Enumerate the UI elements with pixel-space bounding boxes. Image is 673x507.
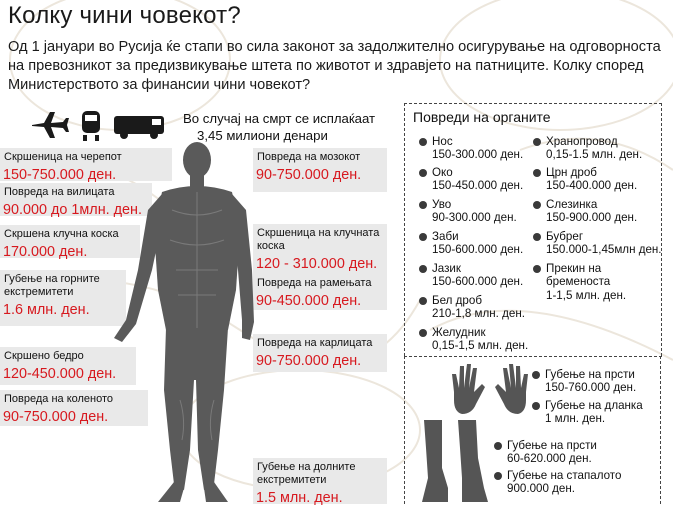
injury-skull-fracture: Скршеница на черепот 150-750.000 ден. xyxy=(0,148,172,181)
injury-brain: Повреда на мозокот 90-750.000 ден. xyxy=(253,148,387,192)
organ-item: Црн дроб 150-400.000 ден. xyxy=(546,166,637,193)
feet-icon xyxy=(418,418,494,504)
organ-item: Слезинка 150-900.000 ден. xyxy=(546,198,637,225)
limb-item: Губење на стапалото 900.000 ден. xyxy=(507,469,621,496)
human-figure xyxy=(100,140,260,504)
organ-item: Бел дроб 210-1,8 млн. ден. xyxy=(432,294,525,321)
organ-item: Бубрег 150.000-1,45млн ден. xyxy=(546,230,662,257)
injury-femur: Скршено бедро 120-450.000 ден. xyxy=(0,347,136,385)
organs-title: Повреди на органите xyxy=(413,109,551,125)
limb-item: Губење на прсти 60-620.000 ден. xyxy=(507,439,597,466)
injury-upper-limbs: Губење на горните екстремитети 1.6 млн. ден. xyxy=(0,270,126,326)
injury-jaw: Повреда на вилицата 90.000 до 1млн. ден. xyxy=(0,183,152,216)
limbs-border-left xyxy=(404,356,405,504)
injury-shoulders: Повреда на рамењата 90-450.000 ден. xyxy=(253,274,387,310)
organ-item: Нос 150-300.000 ден. xyxy=(432,135,523,162)
airplane-icon xyxy=(32,112,69,138)
limbs-border-right xyxy=(660,356,661,504)
organ-item: Око 150-450.000 ден. xyxy=(432,166,523,193)
organ-item: Прекин на бременоста 1-1,5 млн. ден. xyxy=(546,262,658,302)
injury-collarbone-fracture: Скршеница на клучната коска 120 - 310.000 ден. xyxy=(253,224,387,274)
organ-item: Желудник 0,15-1,5 млн. ден. xyxy=(432,326,528,353)
train-icon xyxy=(82,111,100,141)
page-title: Колку чини човекот? xyxy=(8,2,241,29)
organ-item: Јазик 150-600.000 ден. xyxy=(432,262,523,289)
organ-item: Уво 90-300.000 ден. xyxy=(432,198,517,225)
death-payout xyxy=(183,110,375,144)
limb-item: Губење на прсти 150-760.000 ден. xyxy=(545,368,636,395)
transport-icons xyxy=(30,108,170,144)
injury-collarbone: Скршена клучна коска 170.000 ден. xyxy=(0,225,140,258)
limbs-divider xyxy=(404,356,662,357)
injury-lower-limbs: Губење на долните екстремитети 1.5 млн. ден. xyxy=(253,458,387,504)
hands-icon xyxy=(448,360,532,420)
bus-icon xyxy=(114,116,164,139)
organ-item: Заби 150-600.000 ден. xyxy=(432,230,523,257)
intro-text: Од 1 јануари во Русија ќе стапи во сила законот за задолжително осигурување на одговорноста на превозникот за предизвикување штета по животот и здравјето на патниците. Колку според Министерството за финансии чини човекот? xyxy=(8,39,661,93)
death-payout-label: Во случај на смрт се исплаќаат xyxy=(183,111,376,126)
organ-item: Хранопровод 0,15-1.5 млн. ден. xyxy=(546,135,642,162)
injury-pelvis: Повреда на карлицата 90-750.000 ден. xyxy=(253,334,387,372)
limb-item: Губење на дланка 1 млн. ден. xyxy=(545,399,643,426)
injury-knee: Повреда на коленото 90-750.000 ден. xyxy=(0,390,148,426)
death-payout-amount: 3,45 милиони денари xyxy=(197,128,328,143)
